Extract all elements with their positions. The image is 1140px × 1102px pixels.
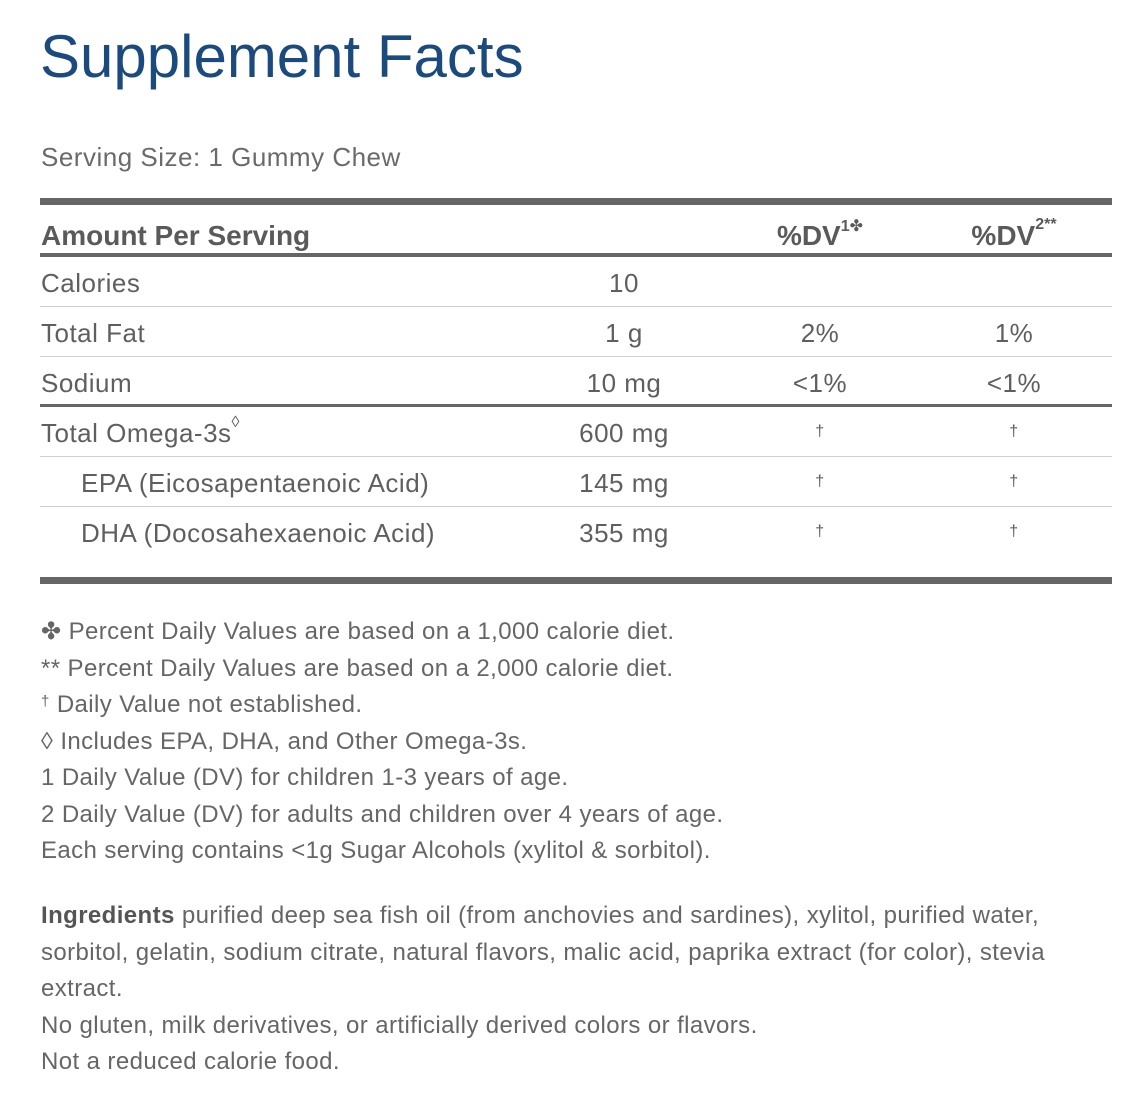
- dagger-mark: †: [1009, 423, 1019, 440]
- dagger-mark: †: [815, 423, 825, 440]
- page-title: Supplement Facts: [40, 23, 524, 90]
- nutrient-amount: 10: [609, 268, 639, 298]
- dagger-mark: †: [1009, 523, 1019, 540]
- nutrient-dv1: [770, 518, 870, 549]
- nutrient-amount: 145 mg: [579, 468, 669, 498]
- footnote-text: Daily Value not established.: [56, 691, 363, 718]
- footnote: 2 Daily Value (DV) for adults and children over 4 years of age.: [41, 800, 724, 828]
- nutrient-dv2: <1%: [986, 368, 1042, 398]
- nutrient-dv2: [964, 518, 1064, 549]
- nutrient-amount: 600 mg: [579, 418, 669, 448]
- nutrient-name: Calories: [41, 268, 141, 298]
- dagger-mark: †: [41, 693, 50, 710]
- nutrient-dv2: [964, 418, 1064, 449]
- table-bottom-bar: [40, 577, 1112, 584]
- facts-table: [40, 198, 1112, 584]
- nutrient-amount: 10 mg: [586, 368, 662, 398]
- nutrient-dv2: [964, 468, 1064, 499]
- amount-per-serving-header: Amount Per Serving: [41, 220, 311, 251]
- allergen-statement: No gluten, milk derivatives, or artificially derived colors or flavors.: [41, 1011, 758, 1039]
- nutrient-amount: 355 mg: [579, 518, 669, 548]
- nutrient-name: Sodium: [41, 368, 133, 398]
- nutrient-dv2: 1%: [994, 318, 1034, 348]
- ingredients-list: [41, 898, 1111, 1008]
- dagger-mark: †: [815, 473, 825, 490]
- dv1-label: %DV: [776, 220, 841, 251]
- table-row: [40, 307, 1112, 357]
- footnote: ** Percent Daily Values are based on a 2,000 calorie diet.: [41, 654, 674, 682]
- dv2-label: %DV: [971, 220, 1036, 251]
- table-row: [40, 257, 1112, 307]
- dagger-mark: †: [1009, 473, 1019, 490]
- dv2-header: [964, 216, 1064, 252]
- table-row: [40, 457, 1112, 507]
- table-row: [40, 507, 1112, 577]
- nutrient-dv1: 2%: [800, 318, 840, 348]
- nutrient-name: EPA (Eicosapentaenoic Acid): [81, 468, 430, 498]
- ingredients-text: purified deep sea fish oil (from anchovies and sardines), xylitol, purified water, sorbitol, gelatin, sodium citrate, natural flavors, malic acid, paprika extract (for color), stevia extract.: [41, 902, 1045, 1002]
- table-header: [40, 205, 1112, 257]
- ingredients-label: Ingredients: [41, 902, 175, 929]
- nutrient-name: [41, 414, 240, 449]
- footnote: 1 Daily Value (DV) for children 1-3 years of age.: [41, 764, 569, 791]
- dv2-mark: 2**: [1035, 216, 1057, 233]
- nutrient-dv1: [770, 418, 870, 449]
- table-row: [40, 407, 1112, 457]
- dv1-header: [770, 220, 870, 252]
- nutrient-dv1: <1%: [792, 368, 848, 398]
- nutrient-name: DHA (Docosahexaenoic Acid): [81, 518, 436, 548]
- nutrient-amount: 1 g: [605, 318, 643, 348]
- nutrient-name: Total Fat: [41, 318, 146, 348]
- nutrient-dv1: [770, 468, 870, 499]
- nutrient-name-text: Total Omega-3s: [41, 418, 232, 448]
- ingredients: [41, 898, 1111, 1081]
- footnote: ◊ Includes EPA, DHA, and Other Omega-3s.: [41, 727, 528, 755]
- calorie-statement: Not a reduced calorie food.: [41, 1048, 340, 1075]
- footnote: ✤ Percent Daily Values are based on a 1,000 calorie diet.: [41, 618, 675, 645]
- serving-size: Serving Size: 1 Gummy Chew: [41, 142, 401, 172]
- table-top-bar: [40, 198, 1112, 205]
- omega-mark: ◊: [231, 414, 240, 431]
- dv1-mark: 1✤: [840, 218, 864, 235]
- dagger-mark: †: [815, 523, 825, 540]
- footnote: Each serving contains <1g Sugar Alcohols (xylitol & sorbitol).: [41, 837, 711, 864]
- table-row: [40, 357, 1112, 407]
- footnote: [41, 687, 1101, 724]
- footnotes: [41, 614, 1101, 870]
